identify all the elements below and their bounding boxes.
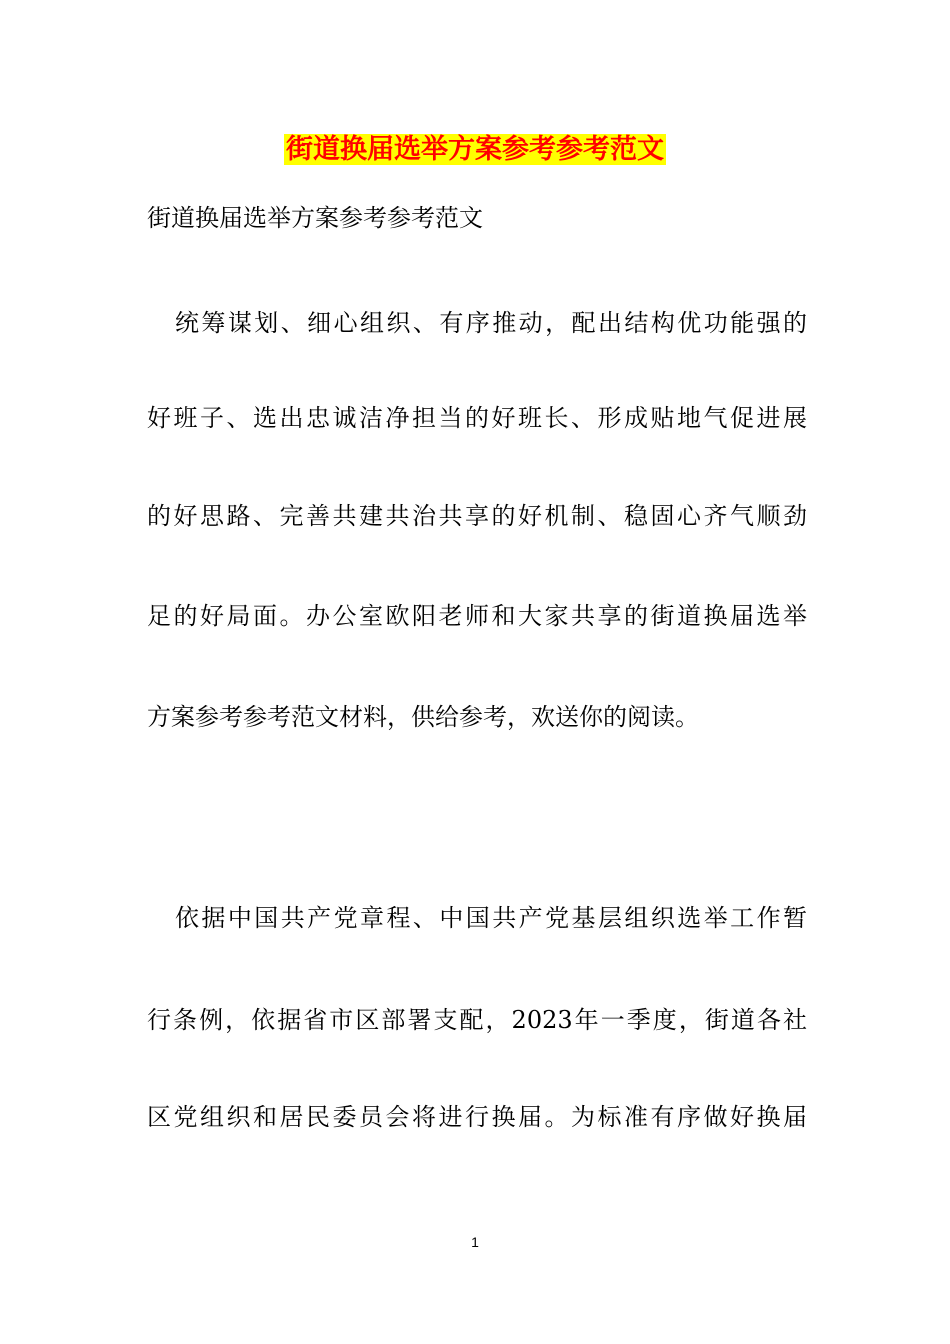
paragraph-2-line-3: 区党组织和居民委员会将进行换届。为标准有序做好换届 — [147, 1103, 807, 1131]
page-number: 1 — [471, 1234, 479, 1250]
paragraph-1-line-4: 足的好局面。办公室欧阳老师和大家共享的街道换届选举 — [147, 602, 807, 630]
paragraph-2-line-2: 行条例，依据省市区部署支配，2023年一季度，街道各社 — [147, 1006, 807, 1034]
paragraph-1-line-1: 统筹谋划、细心组织、有序推动，配出结构优功能强的 — [175, 309, 807, 337]
document-title-text: 街道换届选举方案参考参考范文 — [286, 134, 664, 165]
paragraph-1-line-2: 好班子、选出忠诚洁净担当的好班长、形成贴地气促进展 — [147, 404, 807, 432]
paragraph-1-line-3: 的好思路、完善共建共治共享的好机制、稳固心齐气顺劲 — [147, 502, 807, 530]
paragraph-1-line-5: 方案参考参考范文材料，供给参考，欢送你的阅读。 — [147, 703, 699, 731]
document-subtitle: 街道换届选举方案参考参考范文 — [147, 204, 483, 232]
document-title — [0, 130, 950, 170]
paragraph-2-line-1: 依据中国共产党章程、中国共产党基层组织选举工作暂 — [175, 904, 807, 932]
